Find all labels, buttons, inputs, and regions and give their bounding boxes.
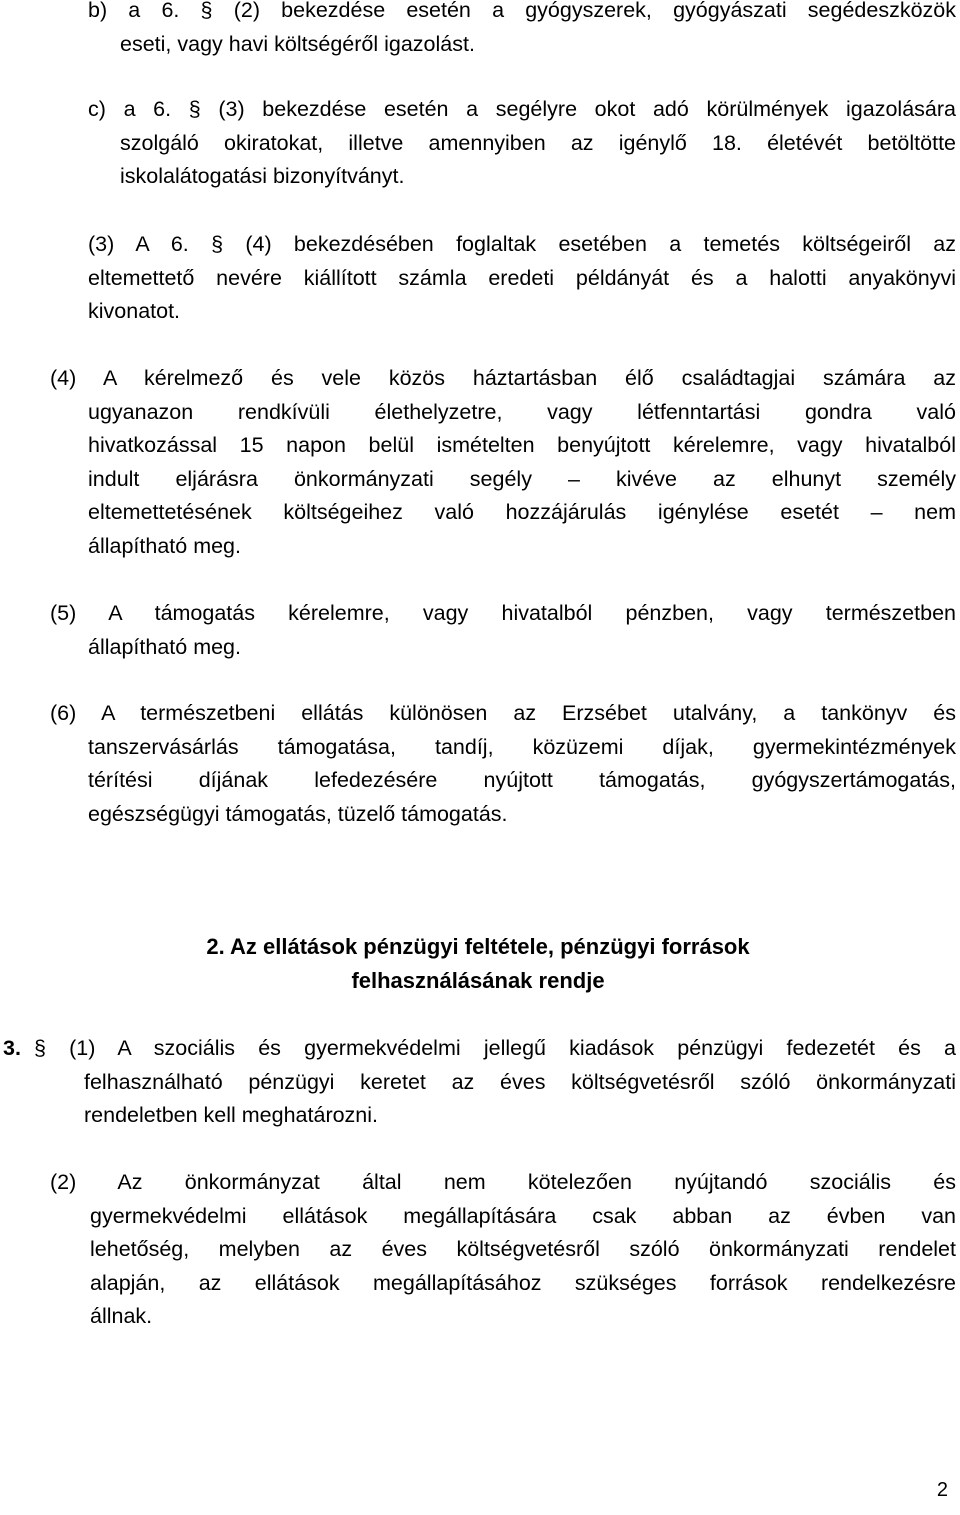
section-title-line: 2. Az ellátások pénzügyi feltétele, pénzügyi források — [206, 934, 750, 959]
text-line: (2) Az önkormányzat által nem kötelezően nyújtandó szociális és — [50, 1170, 956, 1194]
text-line: ugyanazon rendkívüli élethelyzetre, vagy létfenntartási gondra való — [88, 399, 956, 424]
text-line: állapítható meg. — [88, 533, 241, 558]
text-line: térítési díjának lefedezésére nyújtott támogatás, gyógyszertámogatás, — [88, 768, 956, 792]
section-3-paragraph-2 — [50, 1166, 956, 1334]
paragraph-c — [88, 93, 956, 194]
text-line: § (1) A szociális és gyermekvédelmi jellegű kiadások pénzügyi fedezetét és a — [34, 1036, 956, 1060]
text-line: b) a 6. § (2) bekezdése esetén a gyógyszerek, gyógyászati segédeszközök — [88, 0, 956, 22]
text-line: felhasználható pénzügyi keretet az éves költségvetésről szóló önkormányzati — [84, 1069, 956, 1094]
section-3-paragraph-1 — [34, 1032, 956, 1133]
section-title — [0, 930, 956, 997]
text-line: (5) A támogatás kérelemre, vagy hivatalból pénzben, vagy természetben — [50, 601, 956, 625]
section-title-line: felhasználásának rendje — [351, 967, 605, 993]
text-line: állapítható meg. — [88, 634, 241, 659]
paragraph-4 — [50, 362, 956, 563]
text-line: (6) A természetbeni ellátás különösen az Erzsébet utalvány, a tankönyv és — [50, 701, 956, 725]
text-line: tanszervásárlás támogatása, tandíj, közüzemi díjak, gyermekintézmények — [88, 734, 956, 759]
text-line: eseti, vagy havi költségéről igazolást. — [120, 31, 475, 56]
text-line: kivonatot. — [88, 299, 181, 323]
text-line: alapján, az ellátások megállapításához szükséges források rendelkezésre — [90, 1270, 956, 1295]
text-line: (3) A 6. § (4) bekezdésében foglaltak esetében a temetés költségeiről az — [88, 232, 956, 256]
page-number: 2 — [936, 1479, 948, 1501]
paragraph-3 — [88, 228, 956, 329]
text-line: iskolalátogatási bizonyítványt. — [120, 164, 405, 188]
text-line: c) a 6. § (3) bekezdése esetén a segélyre okot adó körülmények igazolására — [88, 97, 956, 121]
text-line: állnak. — [90, 1304, 153, 1328]
text-line: rendeletben kell meghatározni. — [84, 1103, 379, 1127]
paragraph-b — [88, 0, 956, 61]
text-line: gyermekvédelmi ellátások megállapítására csak abban az évben van — [90, 1203, 956, 1228]
paragraph-5 — [50, 597, 956, 664]
text-line: indult eljárásra önkormányzati segély – kivéve az elhunyt személy — [88, 466, 956, 491]
text-line: (4) A kérelmező és vele közös háztartásban élő családtagjai számára az — [50, 366, 956, 390]
text-line: egészségügyi támogatás, tüzelő támogatás. — [88, 801, 508, 826]
text-line: hivatkozással 15 napon belül ismételten benyújtott kérelemre, vagy hivatalból — [88, 433, 956, 457]
text-line: lehetőség, melyben az éves költségvetésről szóló önkormányzati rendelet — [90, 1237, 956, 1261]
paragraph-6 — [50, 697, 956, 831]
text-line: szolgáló okiratokat, illetve amennyiben az igénylő 18. életévét betöltötte — [120, 130, 956, 155]
text-line: eltemettető nevére kiállított számla eredeti példányát és a halotti anyakönyvi — [88, 265, 956, 290]
text-line: eltemettetésének költségeihez való hozzájárulás igénylése esetét – nem — [88, 500, 956, 524]
section-number: 3. — [3, 1036, 21, 1060]
